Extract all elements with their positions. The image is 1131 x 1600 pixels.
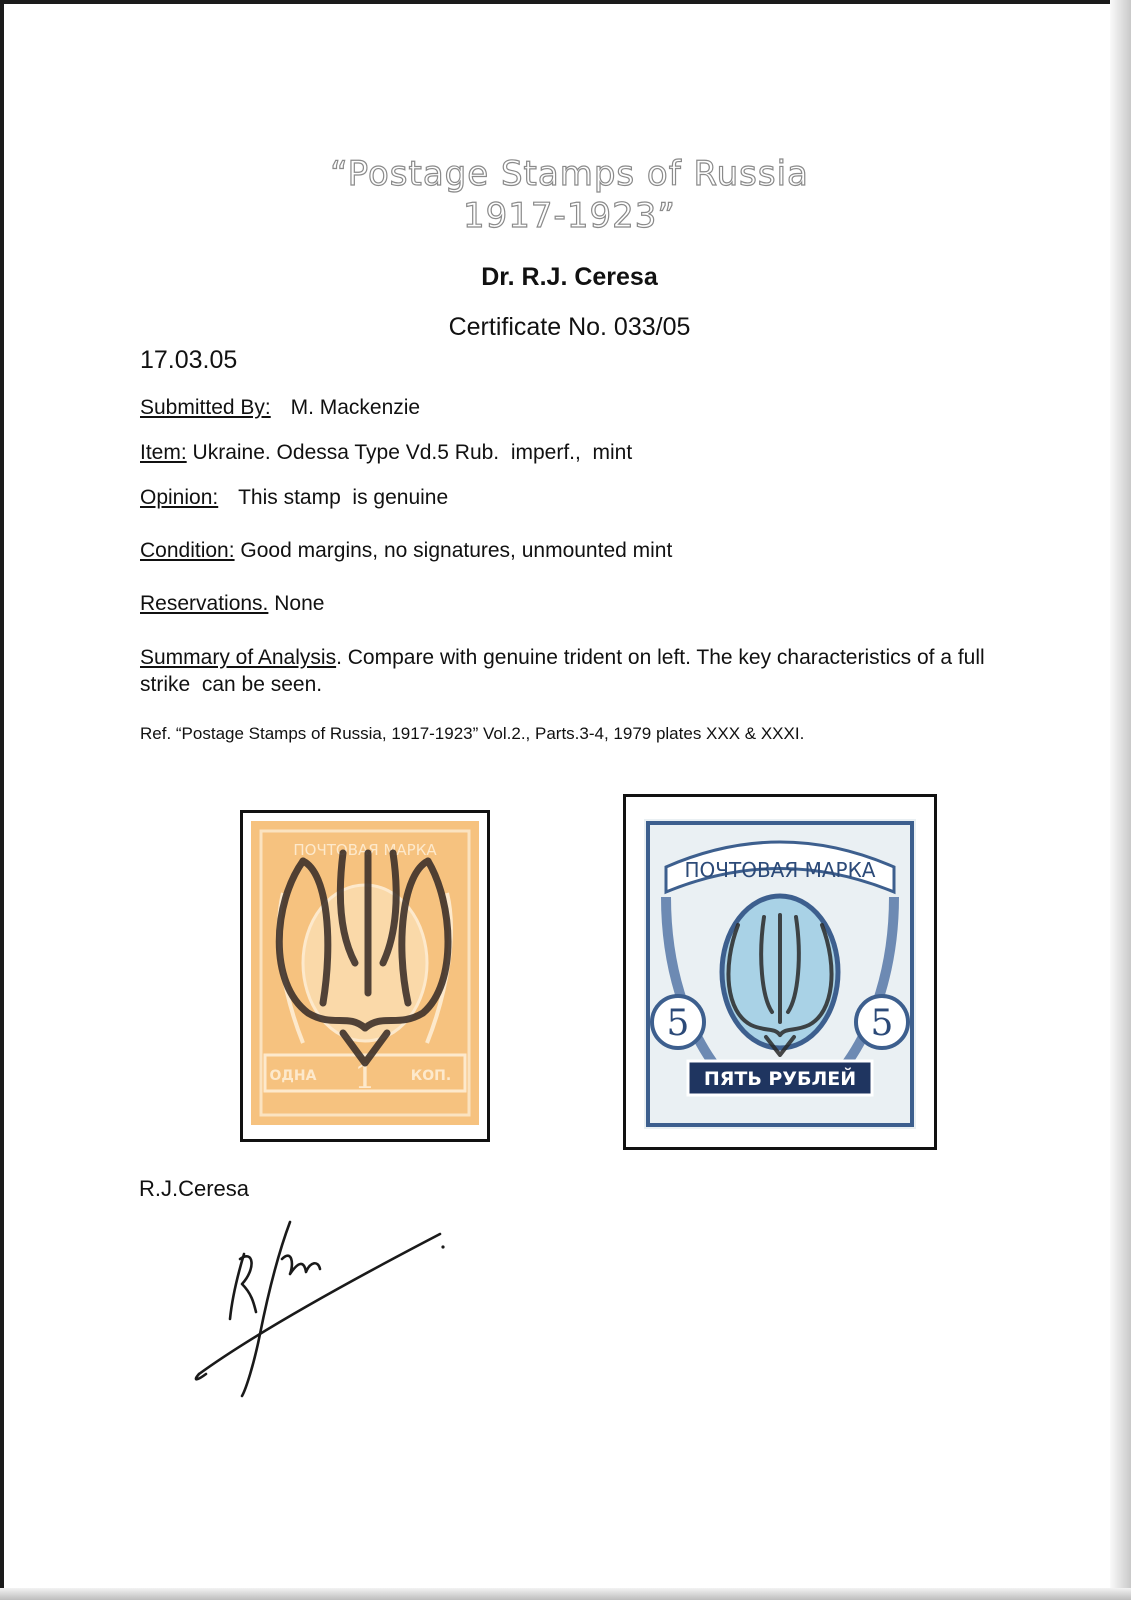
reservations-row [140, 592, 324, 616]
stamp-left-text: ОДНА [269, 1068, 317, 1084]
certificate-date: 17.03.05 [140, 346, 238, 374]
condition-row [140, 539, 672, 563]
submitted-by-value: M. Mackenzie [290, 396, 421, 419]
signer-name: R.J.Ceresa [139, 1176, 250, 1201]
stamp-center-value: 1 [354, 1057, 376, 1097]
summary-value: . Compare with genuine trident on left. The key characteristics of a full strike can be seen. [140, 646, 991, 696]
submitted-by-row [140, 396, 420, 420]
certificate-number: Certificate No. 033/05 [448, 313, 691, 341]
condition-value: Good margins, no signatures, unmounted mint [240, 539, 673, 562]
expert-name: Dr. R.J. Ceresa [481, 263, 658, 291]
stamp-right-text: КОП. [410, 1068, 452, 1084]
stamp-left-value: 5 [666, 1003, 690, 1044]
stamp-bottom-text: ПЯТЬ РУБЛЕЙ [703, 1068, 857, 1090]
summary-of-analysis [140, 644, 1010, 698]
book-title-line-2: 1917-1923” [463, 196, 676, 236]
reference-stamp-graphic [243, 813, 487, 1139]
handwritten-signature [194, 1214, 464, 1414]
book-title-line-1: “Postage Stamps of Russia [330, 154, 809, 194]
reference-stamp-image [240, 810, 490, 1142]
reservations-label: Reservations. [140, 592, 269, 615]
page-shadow-bottom [0, 1588, 1131, 1600]
reservations-value: None [274, 592, 325, 615]
stamp-top-text: ПОЧТОВАЯ МАРКА [684, 858, 876, 882]
condition-label: Condition: [140, 539, 235, 562]
page-shadow-right [1110, 0, 1131, 1600]
opinion-row [140, 486, 448, 510]
stamp-top-text: ПОЧТОВАЯ МАРКА [293, 841, 437, 859]
item-row [140, 441, 632, 465]
item-label: Item: [140, 441, 187, 464]
stamp-right-value: 5 [870, 1003, 894, 1044]
certified-stamp-image [623, 794, 937, 1150]
certified-stamp-graphic [626, 797, 934, 1147]
item-value: Ukraine. Odessa Type Vd.5 Rub. imperf., mint [192, 441, 633, 464]
summary-label: Summary of Analysis [140, 646, 337, 669]
opinion-value: This stamp is genuine [238, 486, 449, 509]
opinion-label: Opinion: [140, 486, 219, 509]
reference-note: Ref. “Postage Stamps of Russia, 1917-1923” Vol.2., Parts.3-4, 1979 plates XXX & XXXI. [140, 724, 805, 743]
submitted-by-label: Submitted By: [140, 396, 271, 419]
